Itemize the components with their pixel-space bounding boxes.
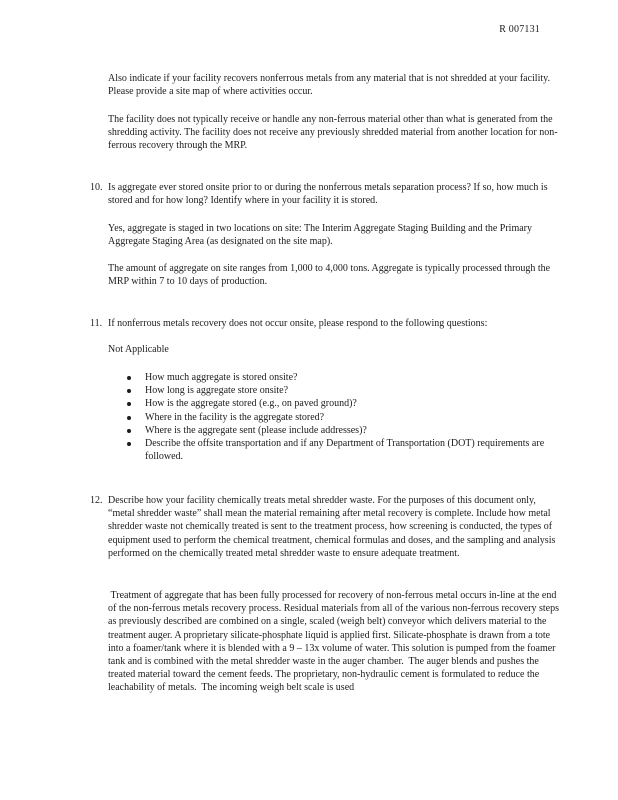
page-id: R 007131	[499, 24, 540, 35]
q11-number: 11.	[90, 318, 103, 329]
q10-answer-locations: Yes, aggregate is staged in two locations on site: The Interim Aggregate Staging Building and the Primary Aggregate Staging Area (as designated on the site map).	[108, 223, 533, 248]
q12-answer: Treatment of aggregate that has been fully processed for recovery of non-ferrous metal occurs in-line at the end of the non-ferrous metals recovery process. Residual materials from all of the various non-ferrous recovery steps as previously described are combined on a single, scaled (weigh belt) conveyor which delivers material to the treatment auger. A proprietary silicate-phosphate liquid is applied first. Silicate-phosphate is drawn from a tote into a foamer/tank where it is blended with a 9 – 13x volume of water. This solution is pumped from the foamer tank and is combined with the metal shredder waste in the auger chamber. The auger blends and pushes the treated material toward the cement feeds. The proprietary, non-hydraulic cement is formulated to reduce the leachability of metals. The incoming weigh belt scale is used	[108, 590, 562, 694]
q10-question: Is aggregate ever stored onsite prior to or during the nonferrous metals separation process? If so, how much is stored and for how long? Identify where in your facility it is stored.	[108, 182, 548, 207]
list-item: How long is aggregate store onsite?	[126, 384, 546, 397]
q11-bullet-list	[126, 371, 546, 463]
list-item: Where in the facility is the aggregate stored?	[126, 411, 546, 424]
q11-answer: Not Applicable	[108, 344, 169, 355]
q11-question: If nonferrous metals recovery does not occur onsite, please respond to the following questions:	[108, 318, 488, 329]
list-item: How is the aggregate stored (e.g., on paved ground)?	[126, 397, 546, 410]
q10-answer-amount: The amount of aggregate on site ranges from 1,000 to 4,000 tons. Aggregate is typically processed through the MRP within 7 to 10 days of production.	[108, 263, 551, 288]
intro-prompt: Also indicate if your facility recovers nonferrous metals from any material that is not shredded at your facility. Please provide a site map of where activities occur.	[108, 73, 550, 98]
list-item: Describe the offsite transportation and if any Department of Transportation (DOT) requirements are followed.	[126, 437, 546, 463]
list-item: How much aggregate is stored onsite?	[126, 371, 546, 384]
q12-question: Describe how your facility chemically treats metal shredder waste. For the purposes of this document only, “metal shredder waste” shall mean the material remaining after metal recovery is complete. Include how metal shredder waste not chemically treated is sent to the treatment process, how screening is conducted, the types of equipment used to perform the chemical treatment, chemical formulas and doses, and the sampling and analysis performed on the chemically treated metal shredder waste to ensure adequate treatment.	[108, 495, 556, 559]
list-item: Where is the aggregate sent (please include addresses)?	[126, 424, 546, 437]
intro-answer: The facility does not typically receive or handle any non-ferrous material other than what is generated from the shredding activity. The facility does not receive any previously shredded material from another location for non-ferrous recovery through the MRP.	[108, 114, 558, 152]
q10-number: 10.	[90, 182, 103, 193]
q12-number: 12.	[90, 495, 103, 506]
